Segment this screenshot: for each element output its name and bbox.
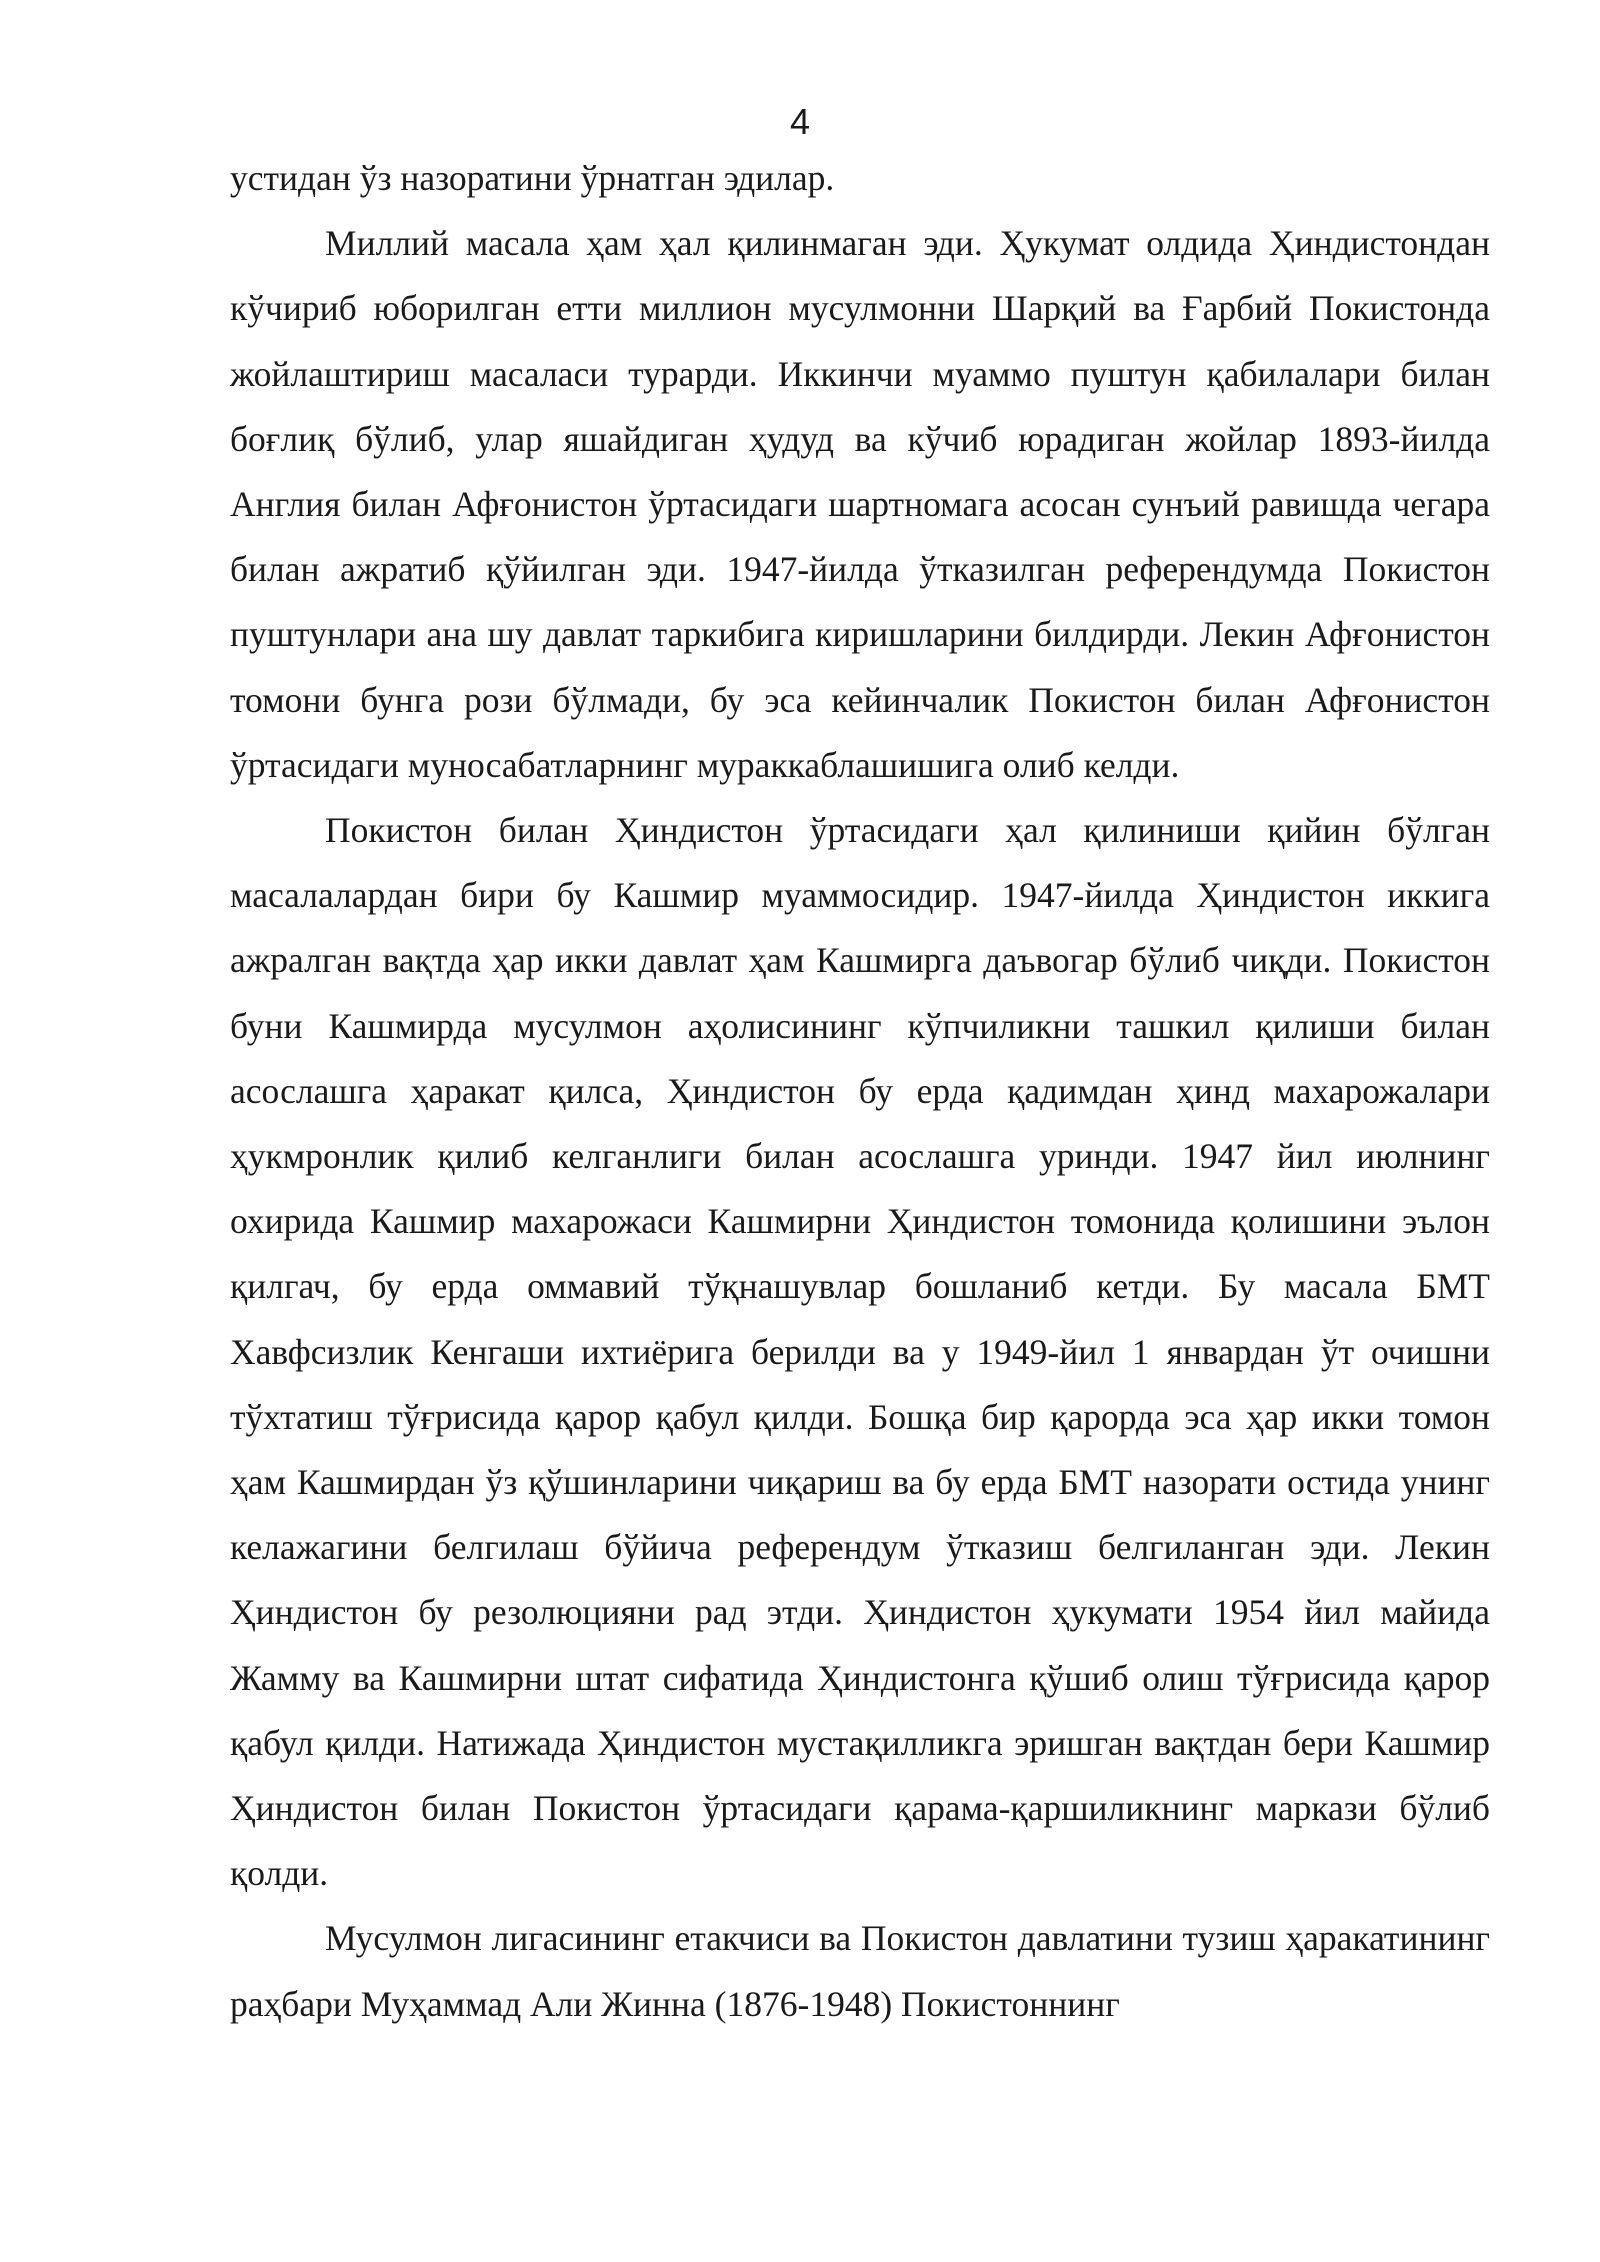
page-number: 4 — [789, 101, 811, 142]
paragraph-muslim-league: Мусулмон лигасининг етакчиси ва Покистон давлатини тузиш ҳаракатининг раҳбари Муҳаммад Али Жинна (1876-1948) Покистоннинг — [230, 1918, 1490, 2024]
paragraph-kashmir-problem: Покистон билан Ҳиндистон ўртасидаги ҳал қилиниши қийин бўлган масалалардан бири бу Кашмир муаммосидир. 1947-йилда Ҳиндистон иккига ажралган вақтда ҳар икки давлат ҳам Кашмирга даъвогар бўлиб чиқди. Покистон буни Кашмирда мусулмон аҳолисининг кўпчиликни ташкил қилиши билан асослашга ҳаракат қилса, Ҳиндистон бу ерда қадимдан ҳинд махарожалари ҳукмронлик қилиб келганлиги билан асослашга уринди. 1947 йил июлнинг охирида Кашмир махарожаси Кашмирни Ҳиндистон томонида қолишини эълон қилгач, бу ерда оммавий тўқнашувлар бошланиб кетди. Бу масала БМТ Хавфсизлик Кенгаши ихтиёрига берилди ва у 1949-йил 1 январдан ўт очишни тўхтатиш тўғрисида қарор қабул қилди. Бошқа бир қарорда эса ҳар икки томон ҳам Кашмирдан ўз қўшинларини чиқариш ва бу ерда БМТ назорати остида унинг келажагини белгилаш бўйича референдум ўтказиш белгиланган эди. Лекин Ҳиндистон бу резолюцияни рад этди. Ҳиндистон ҳукумати 1954 йил майида Жамму ва Кашмирни штат сифатида Ҳиндистонга қўшиб олиш тўғрисида қарор қабул қилди. Натижада Ҳиндистон мустақилликга эришган вақтдан бери Кашмир Ҳиндистон билан Покистон ўртасидаги қарама-қаршиликнинг маркази бўлиб қолди. — [230, 810, 1490, 1894]
paragraph-national-question: Миллий масала ҳам ҳал қилинмаган эди. Ҳукумат олдида Ҳиндистондан кўчириб юборилган етти миллион мусулмонни Шарқий ва Ғарбий Покистонда жойлаштириш масаласи турарди. Иккинчи муаммо пуштун қабилалари билан боғлиқ бўлиб, улар яшайдиган ҳудуд ва кўчиб юрадиган жойлар 1893-йилда Англия билан Афғонистон ўртасидаги шартномага асосан сунъий равишда чегара билан ажратиб қўйилган эди. 1947-йилда ўтказилган референдумда Покистон пуштунлари ана шу давлат таркибига киришларини билдирди. Лекин Афғонистон томони бунга рози бўлмади, бу эса кейинчалик Покистон билан Афғонистон ўртасидаги муносабатларнинг мураккаблашишига олиб келди. — [230, 223, 1490, 785]
paragraph-continuation: устидан ўз назоратини ўрнатган эдилар. — [230, 158, 835, 198]
body-text — [230, 146, 1490, 2037]
